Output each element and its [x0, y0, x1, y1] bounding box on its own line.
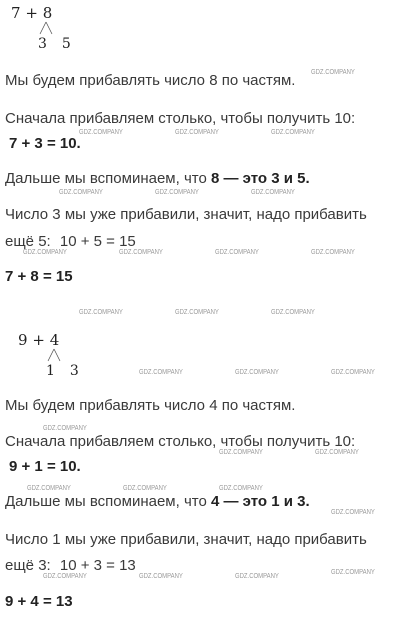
equation-first-step: 9 + 1 = 10.: [9, 458, 81, 475]
text-recall: [5, 170, 310, 188]
text-recall-bold: 4 — это 1 и 3.: [210, 493, 310, 510]
watermark: GDZ.COMPANY: [123, 485, 167, 492]
equation-add-more: 10 + 3 = 13: [59, 557, 136, 574]
text-recall-prefix: Дальше мы вспоминаем, что: [5, 170, 211, 187]
watermark: GDZ.COMPANY: [271, 309, 315, 316]
text-already-added: Число 1 мы уже прибавили, значит, надо прибавить: [5, 531, 367, 548]
equation-result: 9 + 4 = 13: [5, 593, 73, 610]
decomposition-parts: [38, 36, 71, 52]
watermark: GDZ.COMPANY: [27, 485, 71, 492]
watermark: GDZ.COMPANY: [119, 249, 163, 256]
watermark: GDZ.COMPANY: [315, 449, 359, 456]
watermark: GDZ.COMPANY: [59, 189, 103, 196]
plus-sign: +: [25, 4, 38, 22]
addend-right: 8: [42, 4, 53, 22]
watermark: GDZ.COMPANY: [79, 309, 123, 316]
decomposition-branch: [38, 21, 54, 35]
watermark: GDZ.COMPANY: [311, 69, 355, 76]
text-recall-bold: 8 — это 3 и 5.: [210, 170, 310, 187]
watermark: GDZ.COMPANY: [23, 249, 67, 256]
addend-left: 7: [11, 4, 21, 22]
plus-sign: +: [32, 331, 45, 349]
watermark: GDZ.COMPANY: [235, 369, 279, 376]
watermark: GDZ.COMPANY: [175, 129, 219, 136]
text-add-more-prefix: ещё 5:: [5, 233, 51, 250]
text-add-more-prefix: ещё 3:: [5, 557, 51, 574]
decomposition-expression: [18, 331, 59, 349]
watermark: GDZ.COMPANY: [139, 369, 183, 376]
part-b: 3: [69, 363, 79, 379]
equation-first-step: 7 + 3 = 10.: [9, 135, 81, 152]
watermark: GDZ.COMPANY: [79, 129, 123, 136]
watermark: GDZ.COMPANY: [331, 569, 375, 576]
part-b: 5: [61, 36, 71, 52]
watermark: GDZ.COMPANY: [331, 509, 375, 516]
watermark: GDZ.COMPANY: [175, 309, 219, 316]
text-recall: [5, 493, 310, 511]
part-a: 3: [38, 36, 47, 52]
watermark: GDZ.COMPANY: [215, 249, 259, 256]
text-parts: Мы будем прибавлять число 8 по частям.: [5, 72, 296, 89]
watermark: GDZ.COMPANY: [219, 449, 263, 456]
text-first-step: Сначала прибавляем столько, чтобы получить 10:: [5, 433, 356, 450]
text-parts: Мы будем прибавлять число 4 по частям.: [5, 397, 296, 414]
decomposition-branch: [46, 348, 62, 362]
watermark: GDZ.COMPANY: [155, 189, 199, 196]
watermark: GDZ.COMPANY: [139, 573, 183, 580]
watermark: GDZ.COMPANY: [235, 573, 279, 580]
text-already-added: Число 3 мы уже прибавили, значит, надо прибавить: [5, 206, 367, 223]
text-recall-prefix: Дальше мы вспоминаем, что: [5, 493, 211, 510]
equation-result: 7 + 8 = 15: [5, 268, 73, 285]
part-a: 1: [46, 363, 55, 379]
watermark: GDZ.COMPANY: [251, 189, 295, 196]
text-first-step: Сначала прибавляем столько, чтобы получить 10:: [5, 110, 356, 127]
equation-add-more: 10 + 5 = 15: [59, 233, 136, 250]
decomposition-parts: [46, 363, 79, 379]
watermark: GDZ.COMPANY: [43, 425, 87, 432]
watermark: GDZ.COMPANY: [43, 573, 87, 580]
watermark: GDZ.COMPANY: [331, 369, 375, 376]
decomposition-expression: [11, 4, 52, 22]
watermark: GDZ.COMPANY: [271, 129, 315, 136]
addend-left: 9: [18, 331, 28, 349]
addend-right: 4: [49, 331, 60, 349]
watermark: GDZ.COMPANY: [219, 485, 263, 492]
watermark: GDZ.COMPANY: [311, 249, 355, 256]
